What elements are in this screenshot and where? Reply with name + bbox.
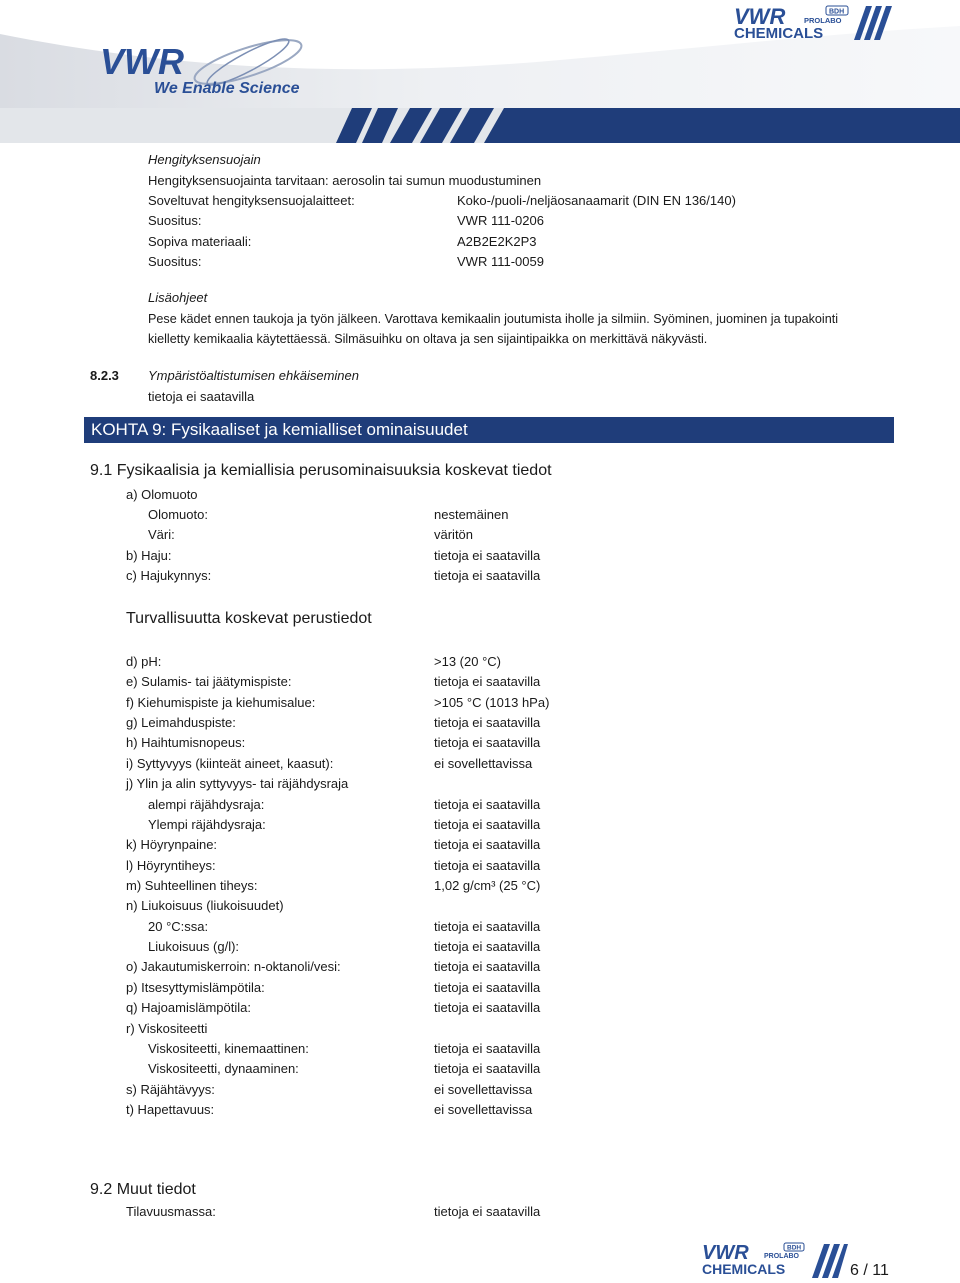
property-label: b) Haju: xyxy=(126,548,172,563)
additional-text-line: Pese kädet ennen taukoja ja työn jälkeen. Varottava kemikaalin joutumista iholle ja silmiin. Syöminen, juominen ja tupakointi xyxy=(148,312,839,326)
property-label: k) Höyrynpaine: xyxy=(126,837,218,852)
property-label: h) Haihtumisnopeus: xyxy=(126,735,246,750)
additional-text-line: kielletty kemikaalia käytettäessä. Silmäsuihku on oltava ja sen sijaintipaikka on merkittävä näkyvästi. xyxy=(148,332,708,346)
property-label: g) Leimahduspiste: xyxy=(126,715,236,730)
property-label: e) Sulamis- tai jäätymispiste: xyxy=(126,674,292,689)
property-label: n) Liukoisuus (liukoisuudet) xyxy=(126,898,284,913)
vwr-logo-brand: VWR xyxy=(100,41,184,82)
page-number: 6 / 11 xyxy=(850,1262,889,1279)
vwr-chemicals-footer-bdh: BDH xyxy=(787,1244,802,1252)
property-value: väritön xyxy=(434,527,474,542)
property-value: tietoja ei saatavilla xyxy=(434,1041,541,1056)
respiratory-row-label: Suositus: xyxy=(148,213,202,228)
property-value: tietoja ei saatavilla xyxy=(434,939,541,954)
property-value: tietoja ei saatavilla xyxy=(434,1000,541,1015)
property-value: tietoja ei saatavilla xyxy=(434,1204,541,1219)
respiratory-row-value: VWR 111-0059 xyxy=(457,254,544,269)
property-value: tietoja ei saatavilla xyxy=(434,919,541,934)
subsection-9-2-title: 9.2 Muut tiedot xyxy=(90,1181,196,1198)
property-label: l) Höyryntiheys: xyxy=(126,858,216,873)
vwr-chemicals-logo-footer xyxy=(700,1240,848,1280)
safety-heading: Turvallisuutta koskevat perustiedot xyxy=(126,610,372,627)
property-value: nestemäinen xyxy=(434,507,509,522)
subsection-9-1-title: 9.1 Fysikaalisia ja kemiallisia perusominaisuuksia koskevat tiedot xyxy=(90,462,552,479)
property-value: ei sovellettavissa xyxy=(434,1082,533,1097)
vwr-chemicals-logo-top-graphic xyxy=(732,4,892,40)
respiratory-row-value: A2B2E2K2P3 xyxy=(457,234,537,249)
property-value: tietoja ei saatavilla xyxy=(434,980,541,995)
vwr-chemicals-footer-brand: VWR xyxy=(702,1242,749,1264)
respiratory-row-label: Sopiva materiaali: xyxy=(148,234,252,249)
respiratory-line: Hengityksensuojainta tarvitaan: aerosolin tai sumun muodustuminen xyxy=(148,173,542,188)
additional-heading: Lisäohjeet xyxy=(148,290,208,305)
property-label: r) Viskositeetti xyxy=(126,1021,208,1036)
vwr-chemicals-footer-sub: CHEMICALS xyxy=(702,1261,786,1277)
property-value: tietoja ei saatavilla xyxy=(434,548,541,563)
property-value: tietoja ei saatavilla xyxy=(434,568,541,583)
property-value: tietoja ei saatavilla xyxy=(434,817,541,832)
property-value: 1,02 g/cm³ (25 °C) xyxy=(434,878,541,893)
vwr-logo-tagline: We Enable Science xyxy=(154,80,300,97)
vwr-logo xyxy=(98,38,318,98)
vwr-chemicals-footer-prolabo: PROLABO xyxy=(764,1253,799,1260)
env-section-number: 8.2.3 xyxy=(90,368,119,383)
property-value: tietoja ei saatavilla xyxy=(434,837,541,852)
property-label: Viskositeetti, kinemaattinen: xyxy=(148,1041,309,1056)
section-9-banner: KOHTA 9: Fysikaaliset ja kemialliset ominaisuudet xyxy=(84,417,894,443)
property-label: Olomuoto: xyxy=(148,507,208,522)
property-label: Liukoisuus (g/l): xyxy=(148,939,240,954)
property-value: tietoja ei saatavilla xyxy=(434,674,541,689)
property-value: tietoja ei saatavilla xyxy=(434,735,541,750)
respiratory-heading: Hengityksensuojain xyxy=(148,152,261,167)
property-label: Väri: xyxy=(148,527,175,542)
property-label: c) Hajukynnys: xyxy=(126,568,212,583)
property-label: alempi räjähdysraja: xyxy=(148,797,265,812)
property-value: ei sovellettavissa xyxy=(434,1102,533,1117)
property-label: t) Hapettavuus: xyxy=(126,1102,215,1117)
vwr-chemicals-top-prolabo: PROLABO xyxy=(804,16,842,25)
vwr-chemicals-logo-top xyxy=(732,4,892,40)
property-label: Ylempi räjähdysraja: xyxy=(148,817,266,832)
property-label: p) Itsesyttymislämpötila: xyxy=(126,980,265,995)
property-value: >105 °C (1013 hPa) xyxy=(434,695,550,710)
respiratory-row-label: Soveltuvat hengityksensuojalaitteet: xyxy=(148,193,355,208)
property-value: tietoja ei saatavilla xyxy=(434,715,541,730)
property-value: tietoja ei saatavilla xyxy=(434,959,541,974)
property-label: 20 °C:ssa: xyxy=(148,919,209,934)
env-heading: Ympäristöaltistumisen ehkäiseminen xyxy=(148,368,359,383)
vwr-chemicals-top-bdh: BDH xyxy=(829,8,845,16)
property-value: tietoja ei saatavilla xyxy=(434,858,541,873)
property-label: m) Suhteellinen tiheys: xyxy=(126,878,258,893)
property-label: i) Syttyvyys (kiinteät aineet, kaasut): xyxy=(126,756,334,771)
respiratory-row-value: VWR 111-0206 xyxy=(457,213,544,228)
property-value: >13 (20 °C) xyxy=(434,654,501,669)
property-value: tietoja ei saatavilla xyxy=(434,797,541,812)
appearance-heading: a) Olomuoto xyxy=(126,487,198,502)
vwr-chemicals-top-sub: CHEMICALS xyxy=(734,25,824,40)
respiratory-row-value: Koko-/puoli-/neljäosanaamarit (DIN EN 136/140) xyxy=(457,193,736,208)
property-value: ei sovellettavissa xyxy=(434,756,533,771)
property-label: s) Räjähtävyys: xyxy=(126,1082,215,1097)
property-value: tietoja ei saatavilla xyxy=(434,1061,541,1076)
property-label: q) Hajoamislämpötila: xyxy=(126,1000,251,1015)
env-value: tietoja ei saatavilla xyxy=(148,389,255,404)
vwr-logo-graphic xyxy=(98,38,318,98)
property-label: o) Jakautumiskerroin: n-oktanoli/vesi: xyxy=(126,959,341,974)
respiratory-row-label: Suositus: xyxy=(148,254,202,269)
vwr-chemicals-top-brand: VWR xyxy=(734,4,786,29)
property-label: Tilavuusmassa: xyxy=(126,1204,216,1219)
vwr-chemicals-logo-footer-graphic xyxy=(700,1240,848,1280)
property-label: d) pH: xyxy=(126,654,162,669)
property-label: Viskositeetti, dynaaminen: xyxy=(148,1061,299,1076)
property-label: f) Kiehumispiste ja kiehumisalue: xyxy=(126,695,316,710)
property-label: j) Ylin ja alin syttyvyys- tai räjähdysraja xyxy=(126,776,349,791)
